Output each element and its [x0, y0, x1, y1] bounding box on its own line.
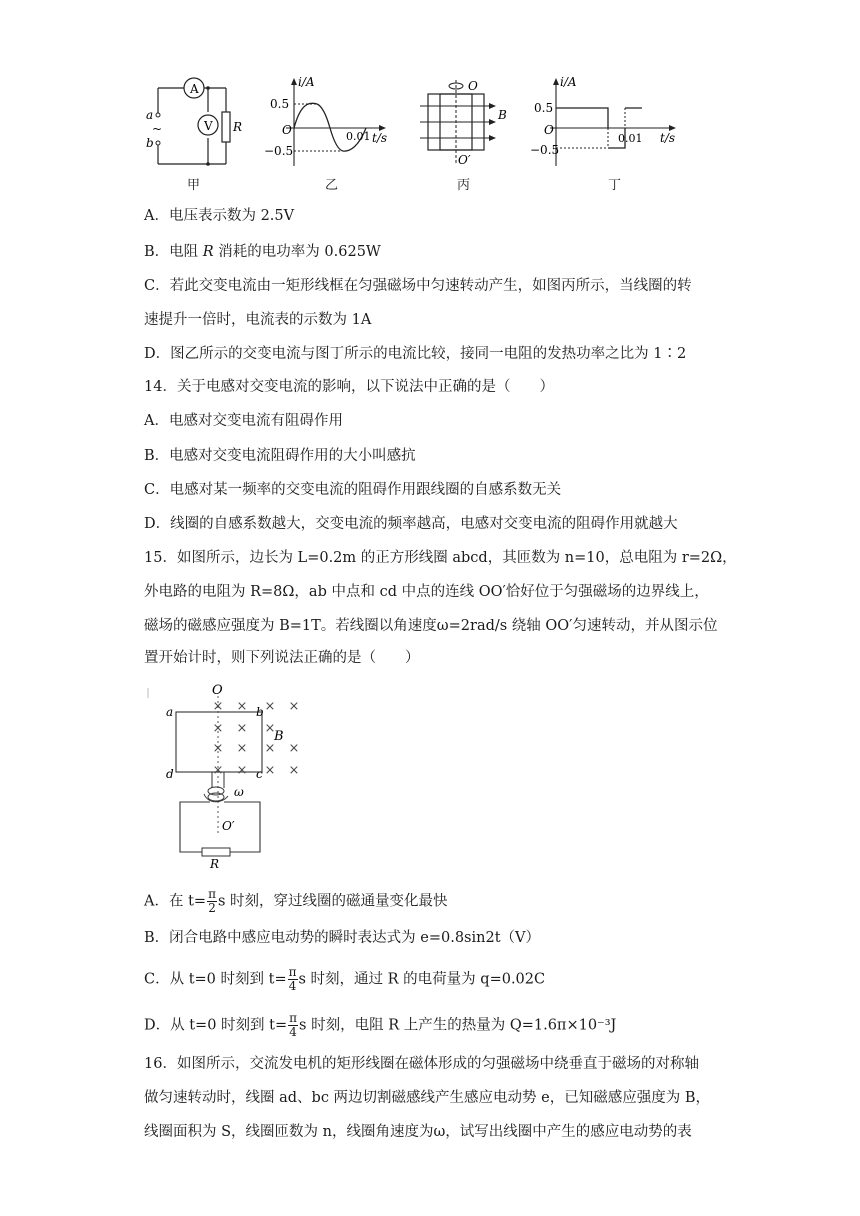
svg-text:0.01: 0.01 [346, 130, 371, 143]
svg-text:ω: ω [234, 785, 244, 799]
q13-option-d: D．图乙所示的交变电流与图丁所示的电流比较，接同一电阻的发热功率之比为 1∶2 [144, 346, 687, 362]
q16-stem-line3: 线圈面积为 S，线圈匝数为 n，线圈角速度为ω，试写出线圈中产生的感应电动势的表 [144, 1124, 692, 1140]
caption-jia: 甲 [187, 178, 201, 193]
svg-text:0.5: 0.5 [270, 97, 290, 111]
svg-text:×: × [236, 699, 248, 714]
svg-text:O: O [212, 684, 223, 698]
q15-option-d: D．从 t=0 时刻到 t= $\frac{\pi}{4}$ s 时刻，电阻 R 上产生的热量为 Q=1.6π×10⁻³J [144, 1011, 617, 1039]
svg-text:×: × [212, 763, 224, 778]
svg-text:R: R [233, 120, 243, 134]
q15-option-a: A．在 t= $\frac{\pi}{2}$ s 时刻，穿过线圈的磁通量变化最快 [144, 887, 448, 915]
q15-stem-line4: 置开始计时，则下列说法正确的是（ ） [144, 650, 420, 666]
q13-option-c-line1: C．若此交变电流由一矩形线框在匀强磁场中匀速转动产生，如图丙所示，当线圈的转 [144, 278, 692, 294]
svg-text:−0.5: −0.5 [530, 143, 560, 157]
fraction-pi-over-4: $\frac{\pi}{4}$ [289, 1011, 298, 1039]
q13-option-a: A．电压表示数为 2.5V [144, 208, 295, 224]
svg-text:V: V [204, 119, 213, 133]
svg-text:A: A [190, 82, 199, 96]
svg-text:×: × [288, 763, 300, 778]
svg-text:×: × [236, 763, 248, 778]
svg-text:×: × [236, 741, 248, 756]
svg-text:×: × [264, 741, 276, 756]
q14-option-b: B．电感对交变电流阻碍作用的大小叫感抗 [144, 448, 416, 464]
svg-text:t/s: t/s [660, 131, 676, 145]
q14-option-d: D．线圈的自感系数越大，交变电流的频率越高，电感对交变电流的阻碍作用就越大 [144, 516, 678, 532]
svg-text:O′: O′ [222, 819, 235, 833]
svg-text:B: B [274, 729, 284, 744]
svg-text:−0.5: −0.5 [264, 144, 294, 158]
resistor-icon [222, 112, 230, 142]
svg-text:d: d [166, 767, 174, 781]
svg-text:×: × [264, 763, 276, 778]
svg-text:0.01: 0.01 [618, 132, 643, 145]
fraction-pi-over-2: $\frac{\pi}{2}$ [208, 887, 216, 915]
svg-text:O: O [544, 123, 554, 137]
svg-text:×: × [288, 741, 300, 756]
figure-ding-square-graph [530, 74, 680, 170]
q15-stem-line2: 外电路的电阻为 R=8Ω，ab 中点和 cd 中点的连线 OO′恰好位于匀强磁场的边界线上， [144, 584, 709, 600]
fraction-pi-over-4: $\frac{\pi}{4}$ [288, 965, 297, 993]
svg-text:×: × [212, 699, 224, 714]
q13-option-c-line2: 速提升一倍时，电流表的示数为 1A [144, 312, 372, 328]
svg-text:R: R [210, 857, 220, 871]
svg-text:~: ~ [152, 122, 163, 136]
caption-bing: 丙 [457, 178, 471, 193]
svg-text:×: × [264, 699, 276, 714]
svg-text:×: × [212, 721, 224, 736]
figure-bing-frame [418, 74, 518, 170]
figure-jia-circuit [140, 74, 250, 170]
svg-text:×: × [288, 699, 300, 714]
svg-text:a: a [166, 705, 174, 719]
svg-text:b: b [256, 705, 264, 719]
q15-option-c: C．从 t=0 时刻到 t= $\frac{\pi}{4}$ s 时刻，通过 R 的电荷量为 q=0.02C [144, 965, 546, 993]
figure-q15-coil [146, 684, 316, 874]
svg-text:O′: O′ [458, 153, 471, 167]
q16-stem-line1: 16．如图所示，交流发电机的矩形线圈在磁体形成的匀强磁场中绕垂直于磁场的对称轴 [144, 1056, 699, 1072]
svg-text:t/s: t/s [372, 131, 388, 145]
svg-text:B: B [498, 108, 507, 122]
svg-text:a: a [146, 108, 154, 122]
svg-text:×: × [264, 721, 276, 736]
figure-yi-sine-graph [264, 74, 394, 170]
svg-text:×: × [236, 721, 248, 736]
q16-stem-line2: 做匀速转动时，线圈 ad、bc 两边切割磁感线产生感应电动势 e，已知磁感应强度为 B， [144, 1090, 710, 1106]
q15-option-b: B．闭合电路中感应电动势的瞬时表达式为 e=0.8sin2t（V） [144, 930, 540, 946]
svg-text:O: O [468, 79, 478, 93]
caption-yi: 乙 [325, 178, 339, 193]
q15-stem-line1: 15．如图所示，边长为 L=0.2m 的正方形线圈 abcd，其匝数为 n=10，总电阻为 r=2Ω， [144, 550, 737, 566]
svg-text:i/A: i/A [560, 75, 577, 89]
svg-text:0.5: 0.5 [534, 101, 554, 115]
svg-text:×: × [212, 741, 224, 756]
q14-option-a: A．电感对交变电流有阻碍作用 [144, 413, 343, 429]
q14-option-c: C．电感对某一频率的交变电流的阻碍作用跟线圈的自感系数无关 [144, 482, 562, 498]
svg-text:c: c [256, 767, 263, 781]
svg-text:i/A: i/A [298, 75, 315, 89]
svg-text:b: b [146, 136, 154, 150]
svg-text:O: O [282, 123, 292, 137]
caption-ding: 丁 [608, 178, 622, 193]
q13-option-b: B．电阻 R 消耗的电功率为 0.625W [144, 244, 381, 260]
q15-stem-line3: 磁场的磁感应强度为 B=1T。若线圈以角速度ω=2rad/s 绕轴 OO′匀速转动，并从图示位 [144, 618, 718, 634]
q14-stem: 14．关于电感对交变电流的影响，以下说法中正确的是（ ） [144, 379, 554, 395]
